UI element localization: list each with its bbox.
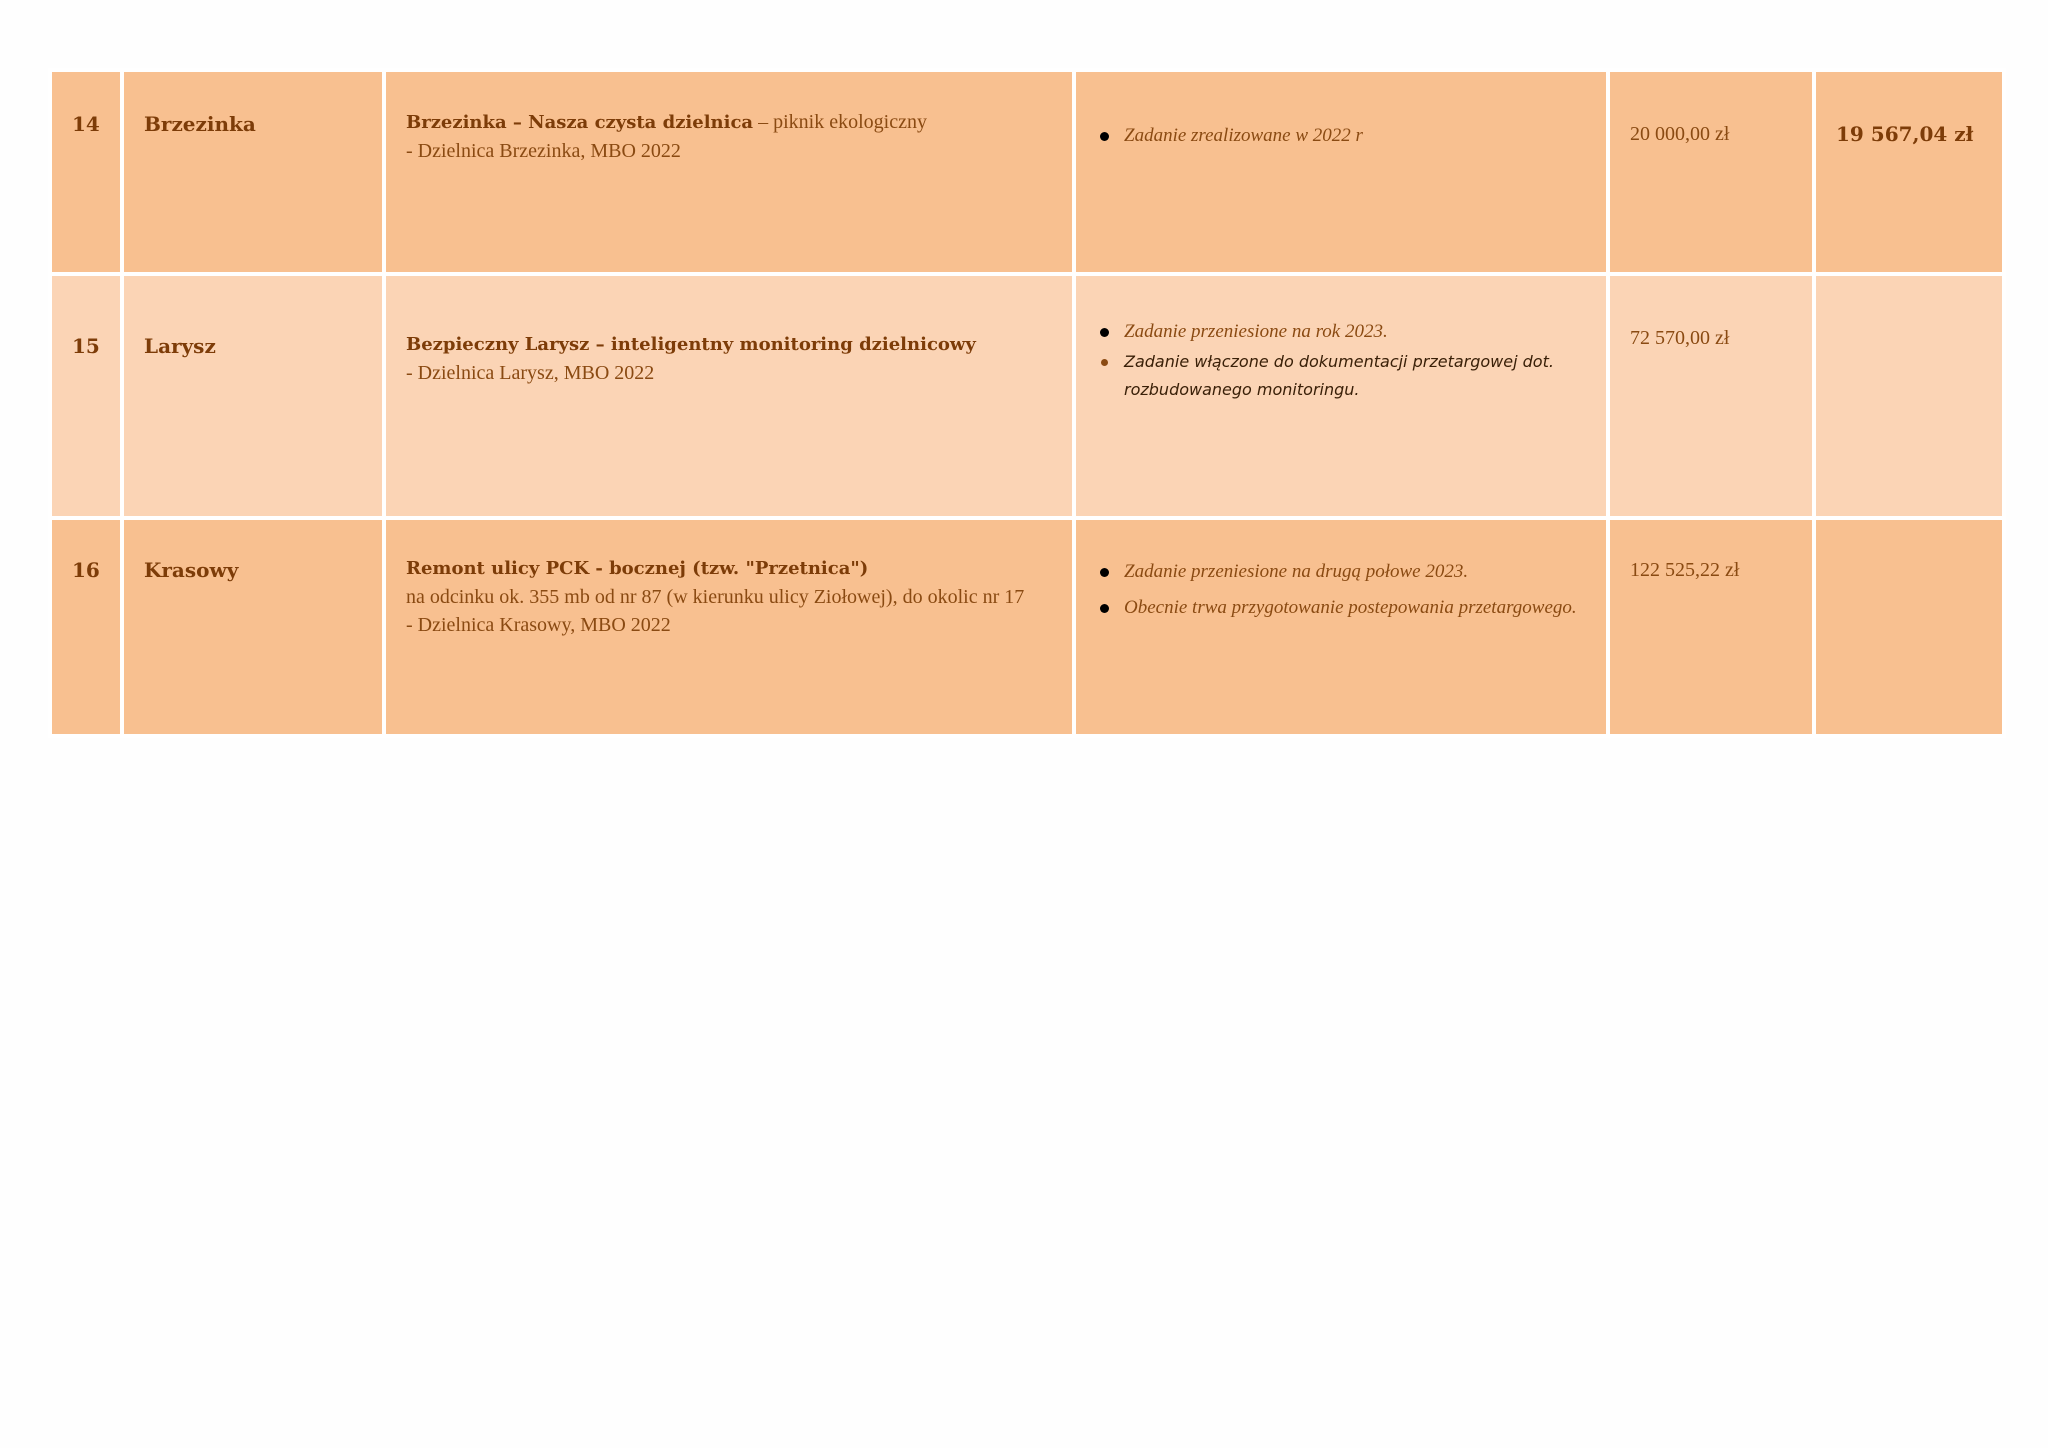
row-number: 15 xyxy=(50,274,122,518)
project-title: Bezpieczny Larysz – inteligentny monitoring dzielnicowy xyxy=(406,334,976,355)
status-text: Zadanie przeniesione na rok 2023. xyxy=(1124,321,1388,342)
bullet-icon xyxy=(1100,604,1109,613)
project-description xyxy=(384,518,1074,736)
planned-amount: 72 570,00 zł xyxy=(1608,274,1814,518)
table-row xyxy=(50,274,2004,518)
planned-amount: 20 000,00 zł xyxy=(1608,70,1814,274)
project-title: Brzezinka – Nasza czysta dzielnica xyxy=(406,112,754,133)
project-status xyxy=(1074,70,1608,274)
district-name: Larysz xyxy=(122,274,384,518)
district-name: Krasowy xyxy=(122,518,384,736)
project-detail-line: - Dzielnica Krasowy, MBO 2022 xyxy=(406,614,671,636)
row-number: 14 xyxy=(50,70,122,274)
project-status xyxy=(1074,518,1608,736)
status-text: Zadanie włączone do dokumentacji przetargowej dot. rozbudowanego monitoringu. xyxy=(1124,352,1554,399)
status-item xyxy=(1096,594,1586,622)
status-text: Zadanie zrealizowane w 2022 r xyxy=(1124,125,1363,146)
bullet-icon xyxy=(1100,328,1109,337)
project-title-suffix: – piknik ekologiczny xyxy=(753,111,927,133)
projects-table xyxy=(48,68,2006,738)
district-name: Brzezinka xyxy=(122,70,384,274)
bullet-icon xyxy=(1100,132,1109,141)
bullet-icon xyxy=(1101,359,1108,366)
realized-amount: 19 567,04 zł xyxy=(1814,70,2004,274)
planned-amount: 122 525,22 zł xyxy=(1608,518,1814,736)
project-title: Remont ulicy PCK - bocznej (tzw. "Przetnica") xyxy=(406,558,869,579)
project-description xyxy=(384,70,1074,274)
project-detail-line: - Dzielnica Larysz, MBO 2022 xyxy=(406,362,655,384)
realized-amount xyxy=(1814,518,2004,736)
status-text: Zadanie przeniesione na drugą połowe 2023. xyxy=(1124,561,1469,582)
project-status xyxy=(1074,274,1608,518)
table-row xyxy=(50,70,2004,274)
project-detail-line: na odcinku ok. 355 mb od nr 87 (w kierunku ulicy Ziołowej), do okolic nr 17 xyxy=(406,586,1025,608)
status-item xyxy=(1096,122,1586,150)
status-item xyxy=(1096,318,1586,346)
status-text: Obecnie trwa przygotowanie postepowania przetargowego. xyxy=(1124,597,1577,618)
row-number: 16 xyxy=(50,518,122,736)
project-detail-line: - Dzielnica Brzezinka, MBO 2022 xyxy=(406,140,681,162)
realized-amount xyxy=(1814,274,2004,518)
table-row xyxy=(50,518,2004,736)
project-description xyxy=(384,274,1074,518)
status-item xyxy=(1096,348,1586,404)
status-item xyxy=(1096,558,1586,586)
bullet-icon xyxy=(1100,568,1109,577)
